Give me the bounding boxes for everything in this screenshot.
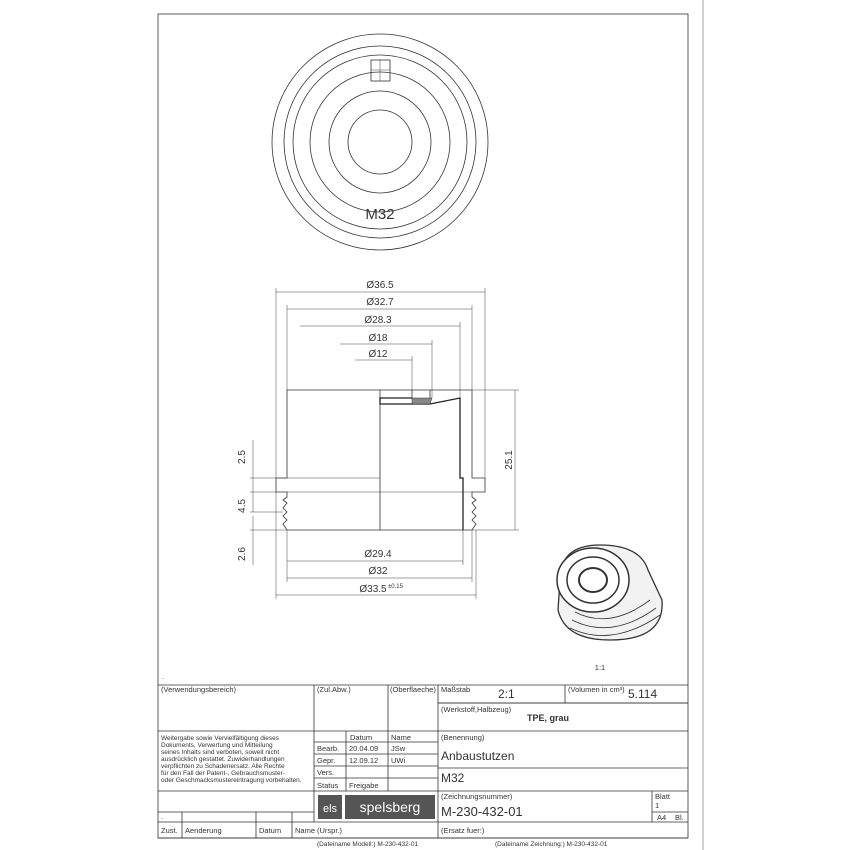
copyright-notice <box>161 735 302 784</box>
label-blatt: Blatt <box>655 792 671 801</box>
dim-294: Ø29.4 <box>364 549 392 560</box>
label-zust: Zust. <box>161 826 178 835</box>
copyright-line: Dokuments, Verwertung und Mitteilung <box>161 742 273 749</box>
copyright-line: oder Geschmacksmustereintragung vorbehalten. <box>161 777 302 784</box>
label-verwendungsbereich: (Verwendungsbereich) <box>161 685 237 694</box>
dim-335-tolerance: ±0.15 <box>388 584 403 590</box>
label-urspr: (Urspr.) <box>317 826 342 835</box>
sheet-dot: . <box>162 672 165 681</box>
label-volumen: (Volumen in cm³) <box>568 685 625 694</box>
label-aenderung: Aenderung <box>185 826 222 835</box>
sheet-border <box>158 14 688 838</box>
copyright-line: verpflichten zu Schadenersatz. Alle Rechte <box>161 763 285 770</box>
label-werkstoff: (Werkstoff,Halbzeug) <box>441 705 512 714</box>
copyright-line: für den Fall der Patent-, Gebrauchsmuster- <box>161 770 285 777</box>
dim-25: 2.5 <box>237 450 248 464</box>
label-bl: Bl. <box>675 813 684 822</box>
label-ersatz-fuer: (Ersatz fuer:) <box>441 826 485 835</box>
value-gepr-date: 12.09.12 <box>349 756 379 765</box>
value-blatt: 1 <box>655 801 660 810</box>
label-zul-abw: (Zul.Abw.) <box>317 685 351 694</box>
value-bearb-name: JSw <box>391 744 406 753</box>
label-vers: Vers. <box>317 768 335 777</box>
top-view-seal-circle <box>310 72 450 212</box>
value-gepr-name: UWi <box>391 756 406 765</box>
dim-45: 4.5 <box>237 499 248 513</box>
dateiname-zeichnung: (Dateiname Zeichnung:) M-230-432-01 <box>495 841 608 848</box>
top-view-bore-outer <box>329 91 431 193</box>
header-name: Name <box>391 733 412 742</box>
label-benennung: (Benennung) <box>441 733 485 742</box>
label-name-footer: Name <box>295 826 316 835</box>
dim-18: Ø18 <box>368 333 388 344</box>
label-massstab: Maßstab <box>441 685 471 694</box>
dim-32: Ø32 <box>368 566 388 577</box>
section-outline <box>276 390 380 530</box>
value-benennung-2: M32 <box>441 771 465 785</box>
value-zeichnungsnummer: M-230-432-01 <box>441 804 523 819</box>
dim-327: Ø32.7 <box>366 297 394 308</box>
dim-26: 2.6 <box>237 547 248 561</box>
top-view-bore-inner <box>348 110 412 174</box>
dim-12: Ø12 <box>368 349 388 360</box>
section-right-profile <box>380 390 485 530</box>
label-zeichnungsnummer: (Zeichnungsnummer) <box>441 792 513 801</box>
top-view-label: M32 <box>365 206 395 223</box>
section-view <box>237 280 519 599</box>
iso-scale-label: 1:1 <box>594 663 606 672</box>
label-bearb: Bearb. <box>317 744 340 753</box>
value-status: Freigabe <box>349 781 379 790</box>
value-massstab: 2:1 <box>498 687 515 701</box>
copyright-line: Weitergabe sowie Vervielfältigung dieses <box>161 735 280 742</box>
rev-dot: . <box>161 812 164 821</box>
copyright-line: seines Inhalts sind verboten, soweit nicht <box>161 749 280 756</box>
top-view <box>272 34 488 250</box>
iso-view <box>557 545 662 672</box>
section-hatch <box>412 398 432 404</box>
label-datum-footer: Datum <box>259 826 282 835</box>
iso-bore <box>579 568 607 592</box>
logo-spelsberg: spelsberg <box>359 799 421 815</box>
copyright-line: ausdrücklich gestattet. Zuwiderhandlungen <box>161 756 285 763</box>
label-status: Status <box>317 781 339 790</box>
label-gepr: Gepr. <box>317 756 336 765</box>
spelsberg-logo <box>318 795 435 819</box>
dim-283: Ø28.3 <box>364 315 392 326</box>
dim-335: Ø33.5 <box>359 584 387 595</box>
value-bearb-date: 20.04.09 <box>349 744 379 753</box>
value-volumen: 5.114 <box>628 687 658 701</box>
title-block <box>158 685 688 848</box>
dateiname-modell: (Dateiname Modell:) M-230-432-01 <box>317 841 419 848</box>
value-benennung-1: Anbaustutzen <box>441 749 515 763</box>
header-datum: Datum <box>350 733 373 742</box>
dim-365: Ø36.5 <box>366 280 394 291</box>
dim-251: 25.1 <box>504 450 515 470</box>
section-wall <box>380 398 463 530</box>
label-oberflaeche: (Oberflaeche) <box>390 685 436 694</box>
top-view-logo-mark <box>371 60 390 81</box>
value-werkstoff: TPE, grau <box>527 713 570 723</box>
value-format: A4 <box>657 813 667 822</box>
logo-els: els <box>322 803 338 815</box>
